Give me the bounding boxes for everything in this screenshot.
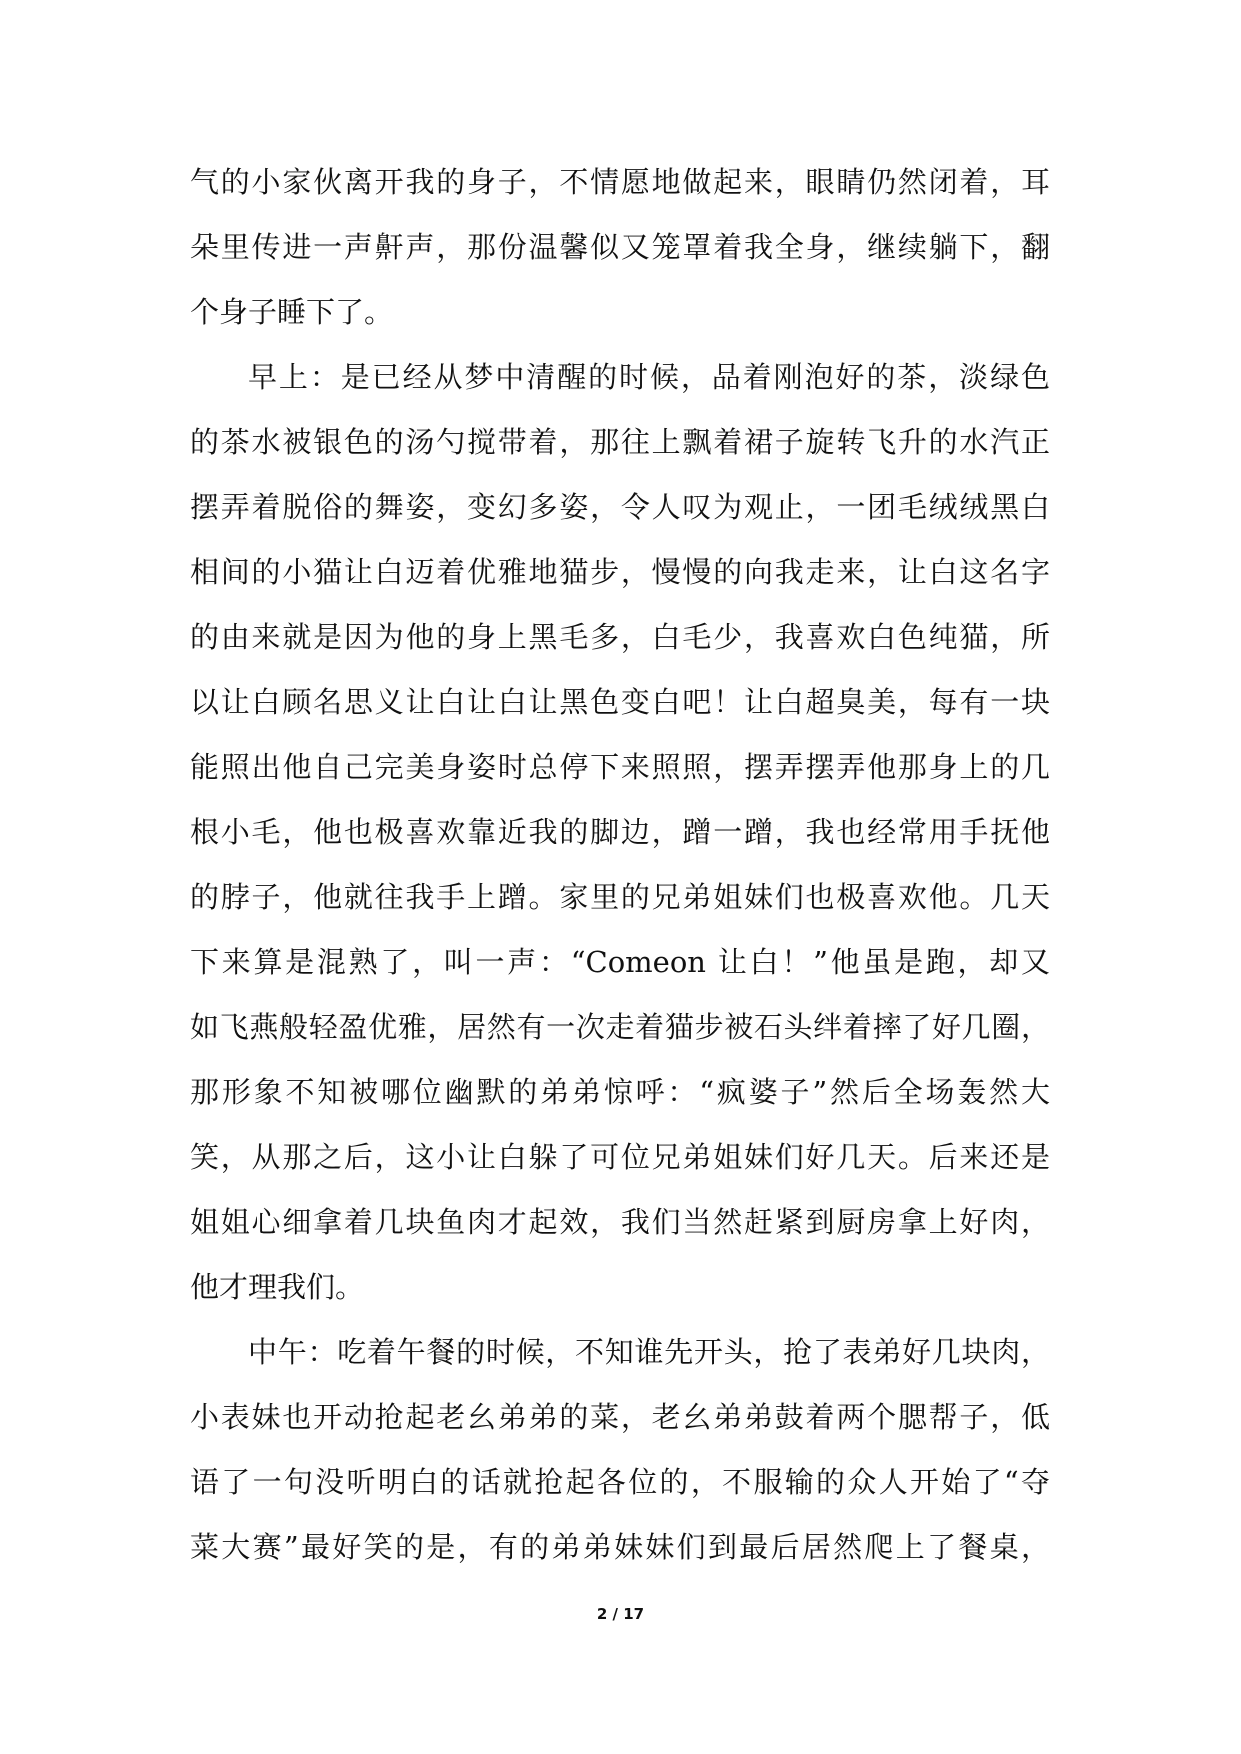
text-line: 的由来就是因为他的身上黑毛多，白毛少，我喜欢白色纯猫，所	[190, 620, 1050, 654]
text-line: 那形象不知被哪位幽默的弟弟惊呼：“疯婆子”然后全场轰然大	[190, 1075, 1050, 1109]
text-line: 相间的小猫让白迈着优雅地猫步，慢慢的向我走来，让白这名字	[190, 555, 1050, 589]
text-line: 个身子睡下了。	[190, 295, 394, 329]
text-line: 根小毛，他也极喜欢靠近我的脚边，蹭一蹭，我也经常用手抚他	[190, 815, 1050, 849]
text-line: 的茶水被银色的汤勺搅带着，那往上飘着裙子旋转飞升的水汽正	[190, 425, 1050, 459]
page-number: 2 / 17	[596, 1605, 645, 1623]
text-line: 如飞燕般轻盈优雅，居然有一次走着猫步被石头绊着摔了好几圈，	[190, 1010, 1050, 1044]
text-line: 下来算是混熟了，叫一声：“Comeon 让白！”他虽是跑，却又	[190, 945, 1050, 979]
text-line: 摆弄着脱俗的舞姿，变幻多姿，令人叹为观止，一团毛绒绒黑白	[190, 490, 1050, 524]
text-line: 姐姐心细拿着几块鱼肉才起效，我们当然赶紧到厨房拿上好肉，	[190, 1205, 1050, 1239]
text-line: 气的小家伙离开我的身子，不情愿地做起来，眼睛仍然闭着，耳	[190, 165, 1050, 199]
text-line: 他才理我们。	[190, 1270, 365, 1304]
text-line: 中午：吃着午餐的时候，不知谁先开头，抢了表弟好几块肉，	[248, 1335, 1050, 1369]
text-line: 朵里传进一声鼾声，那份温馨似又笼罩着我全身，继续躺下，翻	[190, 230, 1050, 264]
text-line: 以让白顾名思义让白让白让黑色变白吧！让白超臭美，每有一块	[190, 685, 1050, 719]
text-line: 能照出他自己完美身姿时总停下来照照，摆弄摆弄他那身上的几	[190, 750, 1050, 784]
text-line: 的脖子，他就往我手上蹭。家里的兄弟姐妹们也极喜欢他。几天	[190, 880, 1050, 914]
text-line: 菜大赛”最好笑的是，有的弟弟妹妹们到最后居然爬上了餐桌，	[190, 1530, 1050, 1564]
text-line: 笑，从那之后，这小让白躲了可位兄弟姐妹们好几天。后来还是	[190, 1140, 1050, 1174]
text-line: 语了一句没听明白的话就抢起各位的，不服输的众人开始了“夺	[190, 1465, 1050, 1499]
text-body	[190, 150, 1050, 1580]
text-line: 小表妹也开动抢起老幺弟弟的菜，老幺弟弟鼓着两个腮帮子，低	[190, 1400, 1050, 1434]
text-line: 早上：是已经从梦中清醒的时候，品着刚泡好的茶，淡绿色	[248, 360, 1050, 394]
